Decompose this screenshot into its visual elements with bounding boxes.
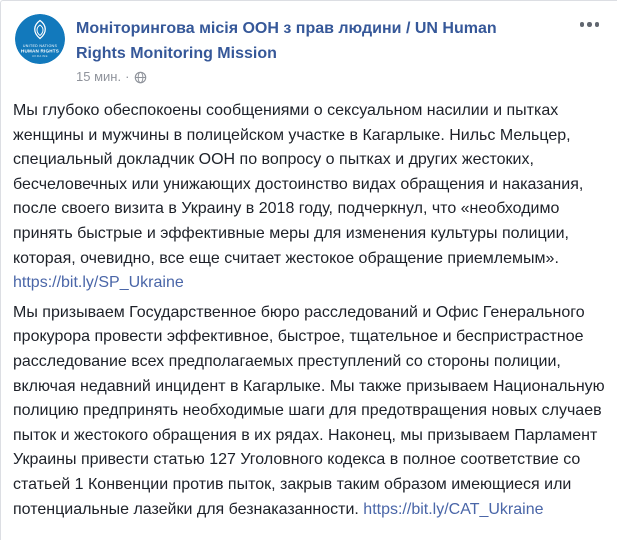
- avatar-text-line2: HUMAN RIGHTS: [20, 48, 60, 54]
- globe-icon: [134, 71, 147, 84]
- paragraph-text: Мы призываем Государственное бюро расследований и Офис Генерального прокурора провести эффективное, быстрое, тщательное и беспристрастное расследование всех предполагаемых преступлений со стороны полиции, включая недавний инцидент в Кагарлыке. Мы также призываем Национальную полицию предпринять необходимые шаги для предотвращения новых случаев пыток и жестокого обращения в их рядах. Наконец, мы призываем Парламент Украины привести статью 127 Уголовного кодекса в полное соответствие со статьей 1 Конвенции против пыток, закрыв таким образом имеющиеся или потенциальные лазейки для безнаказанности.: [13, 303, 605, 518]
- avatar-text-line1: UNITED NATIONS: [22, 44, 58, 48]
- post-meta-row: [76, 69, 548, 85]
- post-timestamp[interactable]: 15 мин.: [76, 69, 122, 84]
- post-paragraph: [13, 301, 605, 522]
- ellipsis-icon: [580, 22, 585, 27]
- post-paragraph: [13, 99, 605, 296]
- post-header-text: [76, 14, 548, 85]
- avatar-text-line3: UKRAINE: [32, 54, 48, 58]
- post-link-cat-ukraine[interactable]: https://bit.ly/CAT_Ukraine: [363, 500, 544, 518]
- post-options-button[interactable]: [576, 18, 604, 31]
- meta-separator: ·: [125, 69, 130, 84]
- ellipsis-icon: [595, 22, 600, 27]
- page-name-link[interactable]: Моніторингова місія ООН з прав людини / UN Human Rights Monitoring Mission: [76, 20, 497, 62]
- post-header: [1, 1, 617, 85]
- post-body: [1, 99, 617, 522]
- post-link-sp-ukraine[interactable]: https://bit.ly/SP_Ukraine: [13, 274, 184, 292]
- page-avatar[interactable]: [15, 14, 65, 64]
- ellipsis-icon: [587, 22, 592, 27]
- paragraph-text: Мы глубоко обеспокоены сообщениями о сексуальном насилии и пытках женщины и мужчины в полицейском участке в Кагарлыке. Нильс Мельцер, специальный докладчик ООН по вопросу о пытках и других жестоких, бесчеловечных или унижающих достоинство видах обращения и наказания, после своего визита в Украину в 2018 году, подчеркнул, что «необходимо принять быстрые и эффективные меры для изменения культуры полиции, которая, очевидно, все еще считает жестокое обращение приемлемым».: [13, 102, 584, 267]
